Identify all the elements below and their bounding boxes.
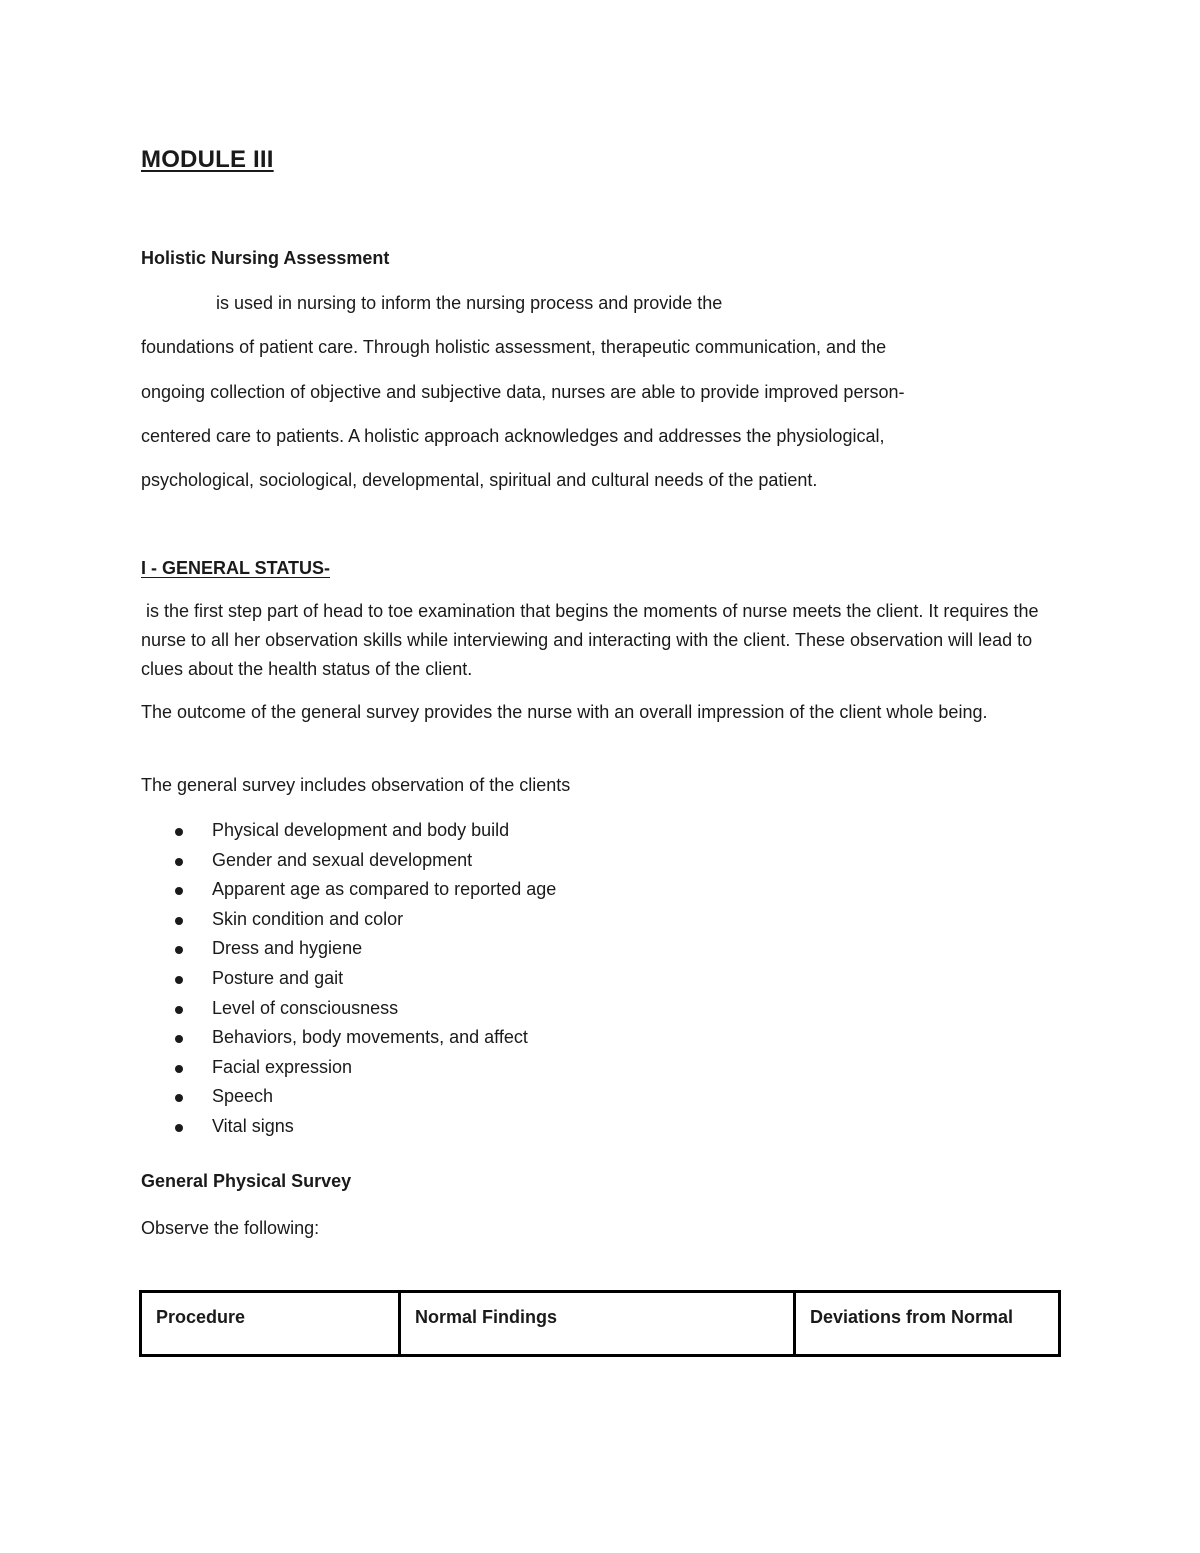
list-item: Posture and gait [141,964,556,994]
bullet-icon [175,828,183,836]
bullet-icon [175,946,183,954]
column-header-procedure: Procedure [141,1292,400,1356]
bullet-icon [175,917,183,925]
column-header-normal-findings: Normal Findings [400,1292,795,1356]
list-item: Speech [141,1082,556,1112]
intro-line-1: is used in nursing to inform the nursing process and provide the [216,293,723,313]
module-title: MODULE III [141,146,274,173]
bullet-icon [175,976,183,984]
list-item: Behaviors, body movements, and affect [141,1023,556,1053]
bullet-icon [175,1124,183,1132]
observe-instruction: Observe the following: [141,1218,320,1238]
findings-table [139,1290,1061,1357]
general-status-paragraph-3: The general survey includes observation of the clients [141,775,571,795]
general-physical-survey-heading: General Physical Survey [141,1171,352,1191]
column-header-deviations: Deviations from Normal [795,1292,1060,1356]
list-item: Vital signs [141,1112,556,1142]
table-header-row [141,1292,1060,1356]
general-status-heading: I - GENERAL STATUS- [141,558,330,578]
intro-line-5: psychological, sociological, developmental, spiritual and cultural needs of the patient. [141,470,818,490]
list-item: Skin condition and color [141,905,556,935]
list-item: Physical development and body build [141,816,556,846]
list-item: Level of consciousness [141,994,556,1024]
bullet-icon [175,858,183,866]
bullet-icon [175,1035,183,1043]
general-status-paragraph-2: The outcome of the general survey provides the nurse with an overall impression of the client whole being. [141,702,988,722]
list-item: Facial expression [141,1053,556,1083]
holistic-assessment-heading: Holistic Nursing Assessment [141,248,390,268]
list-item: Apparent age as compared to reported age [141,875,556,905]
bullet-icon [175,1065,183,1073]
general-status-paragraph-1: is the first step part of head to toe examination that begins the moments of nurse meets the client. It requires the nurse to all her observation skills while interviewing and interacting with the client. These observation will lead to clues about the health status of the client. [141,601,1039,679]
bullet-icon [175,1006,183,1014]
bullet-icon [175,887,183,895]
intro-line-4: centered care to patients. A holistic approach acknowledges and addresses the physiological, [141,426,885,446]
observation-list [141,816,556,1142]
list-item: Dress and hygiene [141,934,556,964]
intro-line-2: foundations of patient care. Through holistic assessment, therapeutic communication, and the [141,337,887,357]
list-item: Gender and sexual development [141,846,556,876]
bullet-icon [175,1094,183,1102]
intro-line-3: ongoing collection of objective and subjective data, nurses are able to provide improved person- [141,382,905,402]
